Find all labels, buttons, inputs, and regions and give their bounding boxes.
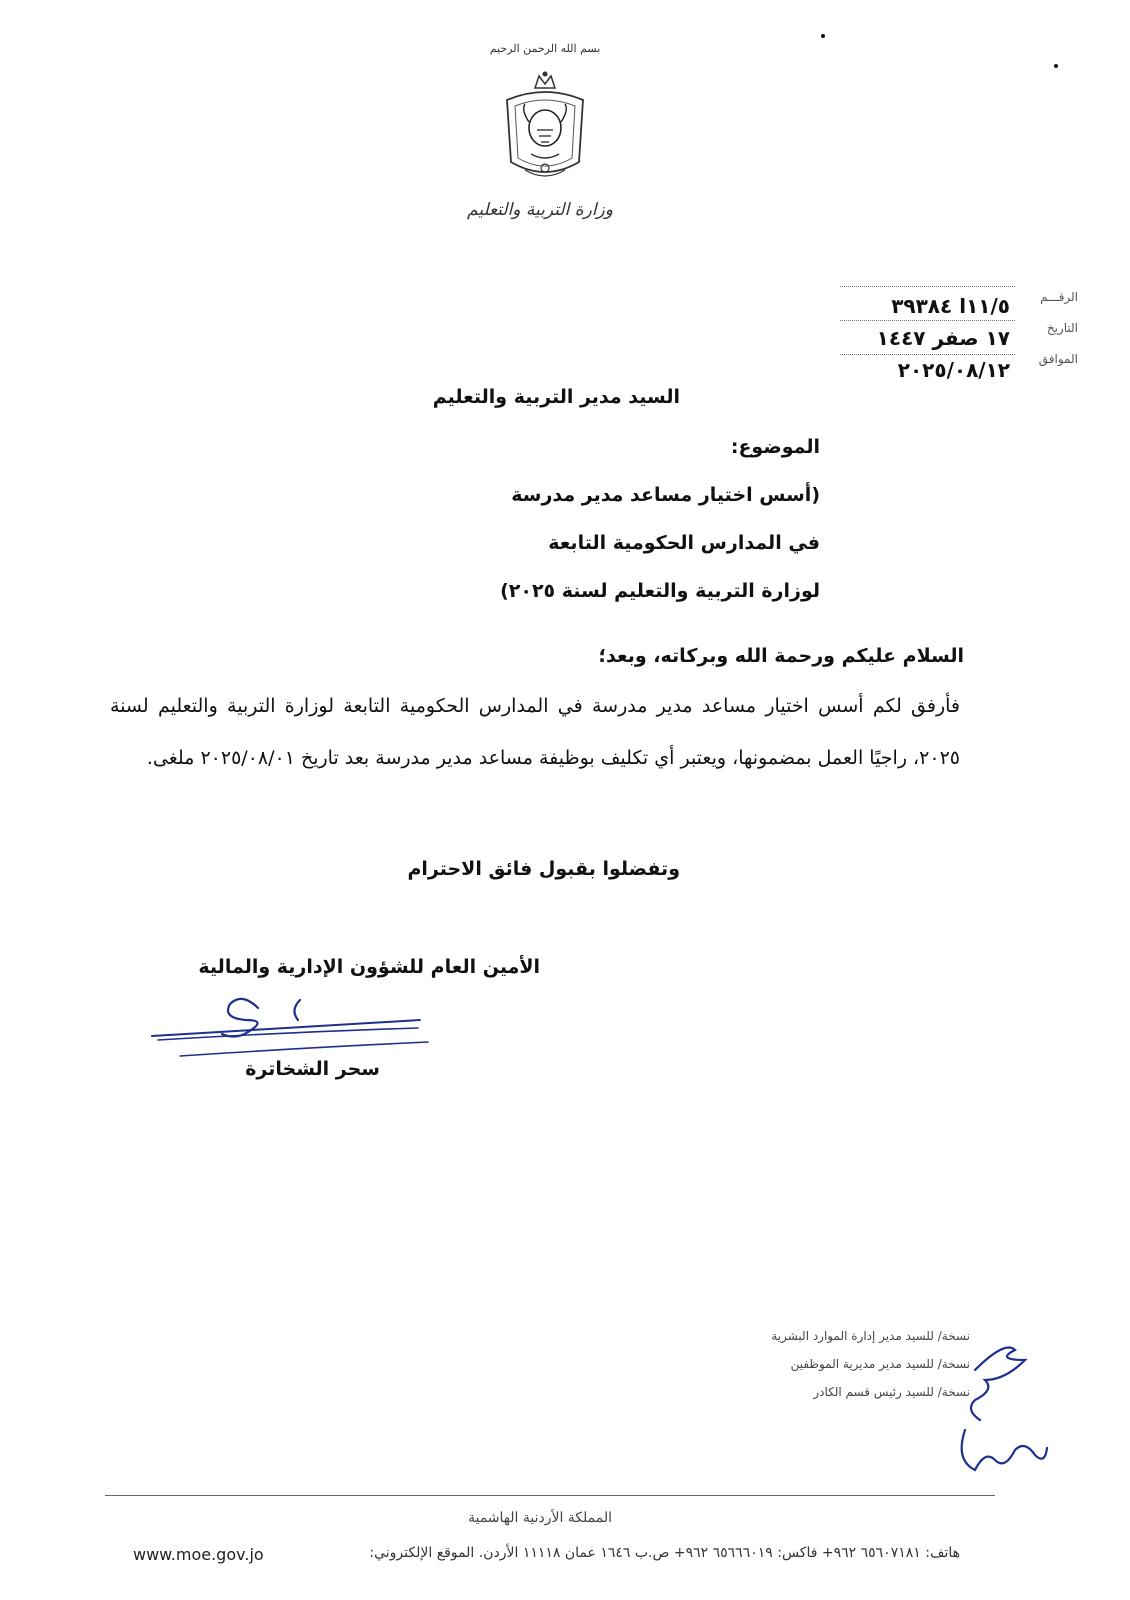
closing: وتفضلوا بقبول فائق الاحترام: [407, 858, 680, 880]
reference-labels: [1018, 280, 1078, 377]
subject-label: الموضوع:: [730, 436, 820, 458]
subject-line: (أسس اختيار مساعد مدير مدرسة: [511, 484, 820, 506]
subject-line: في المدارس الحكومية التابعة: [548, 532, 820, 554]
subject-block: [100, 436, 820, 628]
date-label: التاريخ: [1046, 321, 1078, 335]
addressee: السيد مدير التربية والتعليم: [432, 386, 680, 408]
scan-speck: [821, 34, 825, 38]
number-label: الرقـــم: [1040, 290, 1078, 304]
greeting: السلام عليكم ورحمة الله وبركاته، وبعد؛: [598, 645, 964, 667]
copy-item: نسخة/ للسيد مدير إدارة الموارد البشرية: [771, 1329, 970, 1343]
ministry-name: وزارة التربية والتعليم: [467, 200, 613, 220]
gregorian-label: الموافق: [1038, 352, 1078, 366]
footer-divider: [105, 1495, 995, 1496]
footer-kingdom: المملكة الأردنية الهاشمية: [467, 1510, 613, 1526]
reference-number: ١١/٥ا ٣٩٣٨٤: [891, 294, 1010, 318]
scan-speck: [1054, 64, 1058, 68]
footer-website[interactable]: www.moe.gov.jo: [133, 1545, 264, 1564]
handwritten-initials: [935, 1330, 1055, 1480]
subject-line: لوزارة التربية والتعليم لسنة ٢٠٢٥): [500, 580, 820, 602]
footer-contact: هاتف: ٦٥٦٠٧١٨١ ٩٦٢+ فاكس: ٦٥٦٦٦٠١٩ ٩٦٢+ ص.ب ١٦٤٦ عمان ١١١١٨ الأردن. الموقع الإلكتروني:: [369, 1545, 960, 1561]
basmala: بسم الله الرحمن الرحيم: [489, 42, 601, 55]
signatory-title: الأمين العام للشؤون الإدارية والمالية: [198, 956, 540, 978]
copy-item: نسخة/ للسيد رئيس قسم الكادر: [813, 1385, 970, 1399]
body-paragraph: فأرفق لكم أسس اختيار مساعد مدير مدرسة في المدارس الحكومية التابعة لوزارة التربية والتعليم لسنة ٢٠٢٥، راجيًا العمل بمضمونها، ويعتبر أي تكليف بوظيفة مساعد مدير مدرسة بعد تاريخ ٢٠٢٥/٠٨/٠١ ملغى.: [110, 695, 960, 769]
reference-values: [840, 290, 1010, 386]
hijri-date: ١٧ صفر ١٤٤٧: [876, 326, 1010, 350]
copy-item: نسخة/ للسيد مدير مديرية الموظفين: [790, 1357, 970, 1371]
gregorian-date: ٢٠٢٥/٠٨/١٢: [897, 358, 1010, 382]
signatory-name: سحر الشخاترة: [245, 1058, 380, 1080]
royal-crest-icon: [495, 70, 595, 188]
dotted-line: [840, 286, 1015, 287]
copies-list: [660, 1322, 970, 1406]
